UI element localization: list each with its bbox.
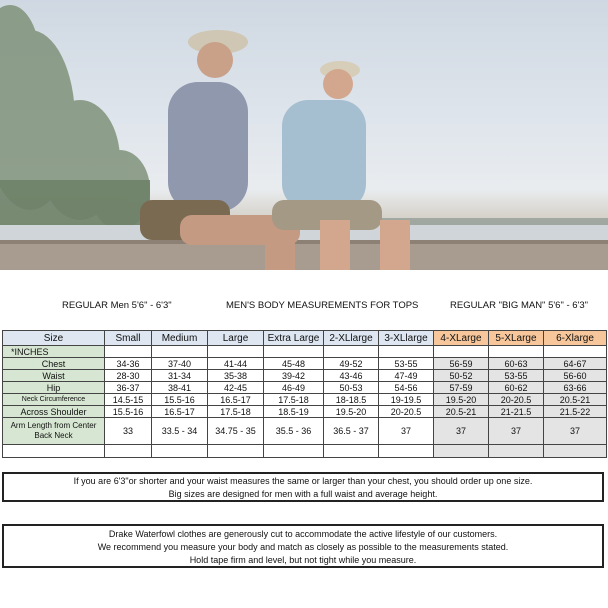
table-cell: 19-19.5 [379,394,434,406]
table-cell: 54-56 [379,382,434,394]
table-cell: 28-30 [105,370,152,382]
sizing-note-box [2,472,604,502]
table-cell: 42-45 [208,382,264,394]
column-header: Extra Large [264,331,324,346]
table-cell: 53-55 [379,358,434,370]
table-cell: 36-37 [105,382,152,394]
table-cell: 43-46 [324,370,379,382]
table-cell: 57-59 [434,382,489,394]
table-cell: 19.5-20 [434,394,489,406]
table-cell: 34-36 [105,358,152,370]
table-row [3,358,607,370]
table-cell: 64-67 [544,358,607,370]
table-cell: 37 [379,418,434,445]
table-cell: 34.75 - 35 [208,418,264,445]
chart-title: MEN'S BODY MEASUREMENTS FOR TOPS [226,300,419,311]
table-cell: 16.5-17 [152,406,208,418]
table-headers [0,300,608,316]
table-cell: 46-49 [264,382,324,394]
column-header: Size [3,331,105,346]
column-header: 5-XLarge [489,331,544,346]
table-cell: 20-20.5 [489,394,544,406]
table-cell: 17.5-18 [208,406,264,418]
row-label: Waist [3,370,105,382]
table-cell: 50-52 [434,370,489,382]
units-row [3,346,607,358]
fit-note-line: Drake Waterfowl clothes are generously cut to accommodate the active lifestyle of our customers. [108,529,498,539]
blank-row [3,445,607,458]
table-cell: 60-62 [489,382,544,394]
table-row [3,382,607,394]
table-cell: 37-40 [152,358,208,370]
table-row [3,418,607,445]
size-header-row [3,331,607,346]
column-header: Small [105,331,152,346]
table-cell: 14.5-15 [105,394,152,406]
table-cell: 47-49 [379,370,434,382]
table-cell: 56-60 [544,370,607,382]
table-cell: 21.5-22 [544,406,607,418]
table-cell: 15.5-16 [152,394,208,406]
table-cell: 18-18.5 [324,394,379,406]
lifestyle-photo [0,0,608,270]
column-header: 3-XLlarge [379,331,434,346]
table-row [3,370,607,382]
table-cell: 39-42 [264,370,324,382]
big-man-heading: REGULAR "BIG MAN" 5'6" - 6'3" [450,300,589,311]
table-cell: 20.5-21 [434,406,489,418]
regular-size-heading: REGULAR Men 5'6" - 6'3" [62,300,172,311]
table-cell: 63-66 [544,382,607,394]
table-cell: 16.5-17 [208,394,264,406]
column-header: 2-XLlarge [324,331,379,346]
table-cell: 17.5-18 [264,394,324,406]
row-label: Neck Circumference [3,394,105,406]
table-cell: 50-53 [324,382,379,394]
table-cell: 33.5 - 34 [152,418,208,445]
table-cell: 49-52 [324,358,379,370]
row-label: Chest [3,358,105,370]
table-cell: 35.5 - 36 [264,418,324,445]
table-cell: 45-48 [264,358,324,370]
table-cell: 37 [434,418,489,445]
table-cell: 41-44 [208,358,264,370]
fit-note-line: Hold tape firm and level, but not tight while you measure. [189,555,417,565]
table-cell: 19.5-20 [324,406,379,418]
column-header: Medium [152,331,208,346]
size-chart-table [2,330,607,458]
table-cell: 31-34 [152,370,208,382]
table-cell: 36.5 - 37 [324,418,379,445]
row-label: Hip [3,382,105,394]
table-cell: 60-63 [489,358,544,370]
table-cell: 18.5-19 [264,406,324,418]
table-cell: 37 [489,418,544,445]
row-label: Arm Length from Center Back Neck [3,418,105,445]
column-header: 6-Xlarge [544,331,607,346]
table-cell: 21-21.5 [489,406,544,418]
table-row [3,406,607,418]
row-label: Across Shoulder [3,406,105,418]
table-cell: 35-38 [208,370,264,382]
column-header: Large [208,331,264,346]
sizing-note-line: Big sizes are designed for men with a full waist and average height. [168,489,438,499]
fit-note-line: We recommend you measure your body and match as closely as possible to the measurements stated. [97,542,509,552]
table-cell: 33 [105,418,152,445]
table-cell: 53-55 [489,370,544,382]
table-cell: 15.5-16 [105,406,152,418]
table-cell: 20-20.5 [379,406,434,418]
sizing-note-line: If you are 6'3"or shorter and your waist measures the same or larger than your chest, you should order up one size. [73,476,533,486]
fit-note-box [2,524,604,568]
table-cell: 37 [544,418,607,445]
table-cell: 38-41 [152,382,208,394]
table-cell: 56-59 [434,358,489,370]
units-label: *INCHES [3,346,105,358]
table-row [3,394,607,406]
table-cell: 20.5-21 [544,394,607,406]
column-header: 4-XLarge [434,331,489,346]
